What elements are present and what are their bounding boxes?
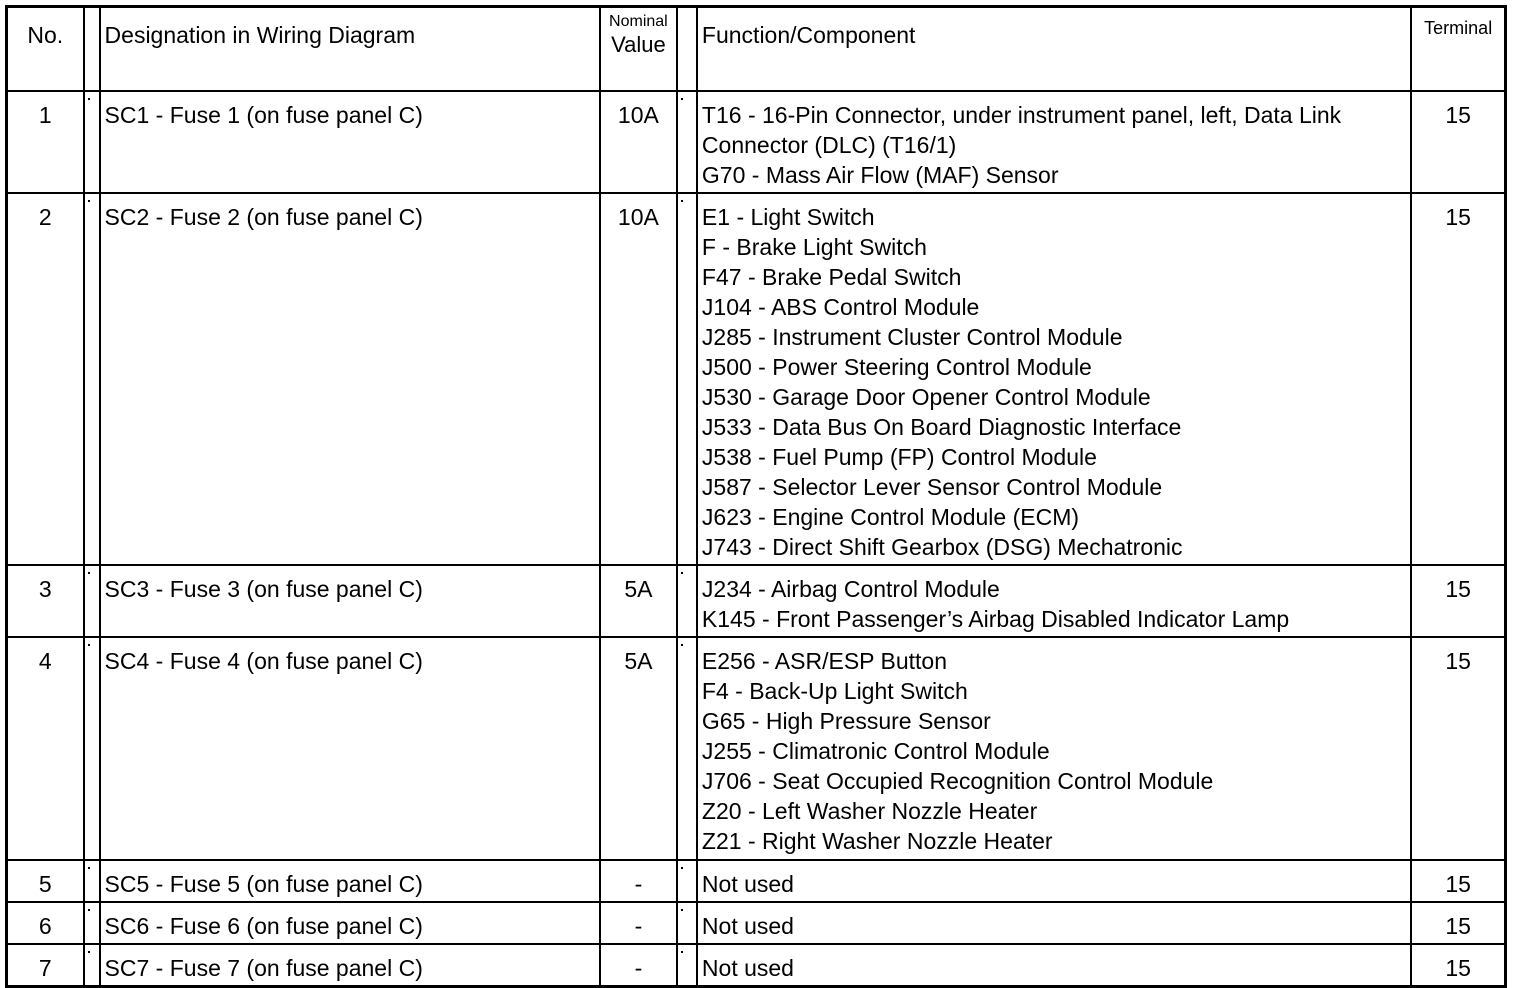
- fuse-designation: SC1 - Fuse 1 (on fuse panel C): [100, 91, 600, 193]
- row-number: 1: [7, 91, 84, 193]
- row-number: 6: [7, 902, 84, 944]
- spacer-cell: [677, 91, 697, 193]
- fuse-designation: SC3 - Fuse 3 (on fuse panel C): [100, 565, 600, 637]
- header-designation: Designation in Wiring Diagram: [100, 7, 600, 92]
- function-component-item: J743 - Direct Shift Gearbox (DSG) Mechatronic: [701, 534, 1183, 560]
- function-component-item: J538 - Fuel Pump (FP) Control Module: [701, 444, 1097, 470]
- function-component-item: G70 - Mass Air Flow (MAF) Sensor: [701, 162, 1059, 188]
- dot-mark: [88, 200, 90, 202]
- function-component-item: Not used: [701, 913, 794, 939]
- header-spacer: [84, 7, 100, 92]
- fuse-designation: SC2 - Fuse 2 (on fuse panel C): [100, 193, 600, 565]
- function-component-item: J500 - Power Steering Control Module: [701, 354, 1092, 380]
- nominal-value: -: [600, 944, 677, 986]
- header-row: [7, 7, 1506, 92]
- fuse-designation: SC6 - Fuse 6 (on fuse panel C): [100, 902, 600, 944]
- nominal-value: -: [600, 860, 677, 902]
- header-function: Function/Component: [697, 7, 1411, 92]
- terminal-value: 15: [1411, 91, 1505, 193]
- dot-mark: [681, 200, 683, 202]
- function-component-item: G65 - High Pressure Sensor: [701, 708, 991, 734]
- dot-mark: [88, 98, 90, 100]
- header-terminal: Terminal: [1411, 7, 1505, 92]
- row-number: 2: [7, 193, 84, 565]
- nominal-value: -: [600, 902, 677, 944]
- dot-mark: [681, 909, 683, 911]
- spacer-cell: [84, 860, 100, 902]
- function-component-item: J530 - Garage Door Opener Control Module: [701, 384, 1151, 410]
- function-component-item: F - Brake Light Switch: [701, 234, 927, 260]
- fuse-table: [5, 5, 1507, 988]
- function-component-cell: [697, 565, 1411, 637]
- function-component-cell: [697, 944, 1411, 986]
- row-number: 3: [7, 565, 84, 637]
- function-component-cell: [697, 860, 1411, 902]
- function-component-item: F47 - Brake Pedal Switch: [701, 264, 962, 290]
- dot-mark: [681, 98, 683, 100]
- nominal-value: 10A: [600, 91, 677, 193]
- function-component-cell: [697, 902, 1411, 944]
- function-component-item: J234 - Airbag Control Module: [701, 576, 1000, 602]
- nominal-value: 5A: [600, 637, 677, 860]
- row-number: 4: [7, 637, 84, 860]
- dot-mark: [681, 951, 683, 953]
- dot-mark: [681, 867, 683, 869]
- function-component-item: J533 - Data Bus On Board Diagnostic Interface: [701, 414, 1182, 440]
- function-component-item: J706 - Seat Occupied Recognition Control Module: [701, 768, 1214, 794]
- table-row: [7, 193, 1506, 565]
- spacer-cell: [84, 637, 100, 860]
- spacer-cell: [677, 860, 697, 902]
- function-component-cell: [697, 637, 1411, 860]
- table-row: [7, 902, 1506, 944]
- dot-mark: [88, 572, 90, 574]
- function-component-item: J623 - Engine Control Module (ECM): [701, 504, 1080, 530]
- table-row: [7, 637, 1506, 860]
- fuse-designation: SC4 - Fuse 4 (on fuse panel C): [100, 637, 600, 860]
- terminal-value: 15: [1411, 565, 1505, 637]
- header-nominal-value: [600, 7, 677, 92]
- terminal-value: 15: [1411, 860, 1505, 902]
- spacer-cell: [677, 902, 697, 944]
- function-component-item: E1 - Light Switch: [701, 204, 875, 230]
- terminal-value: 15: [1411, 902, 1505, 944]
- function-component-item: Not used: [701, 871, 794, 897]
- function-component-item: J285 - Instrument Cluster Control Module: [701, 324, 1123, 350]
- function-component-item: E256 - ASR/ESP Button: [701, 648, 947, 674]
- spacer-cell: [677, 193, 697, 565]
- nominal-value: 5A: [600, 565, 677, 637]
- function-component-item: J104 - ABS Control Module: [701, 294, 980, 320]
- spacer-cell: [84, 944, 100, 986]
- dot-mark: [88, 951, 90, 953]
- spacer-cell: [677, 944, 697, 986]
- function-component-item: K145 - Front Passenger’s Airbag Disabled Indicator Lamp: [701, 606, 1290, 632]
- function-component-cell: [697, 193, 1411, 565]
- dot-mark: [88, 909, 90, 911]
- terminal-value: 15: [1411, 193, 1505, 565]
- function-component-item: F4 - Back-Up Light Switch: [701, 678, 968, 704]
- spacer-cell: [84, 91, 100, 193]
- terminal-value: 15: [1411, 637, 1505, 860]
- function-component-item: Z20 - Left Washer Nozzle Heater: [701, 798, 1038, 824]
- function-component-item: J587 - Selector Lever Sensor Control Module: [701, 474, 1163, 500]
- nominal-value: 10A: [600, 193, 677, 565]
- spacer-cell: [84, 193, 100, 565]
- header-nominal-bottom: Value: [611, 32, 666, 57]
- table-row: [7, 91, 1506, 193]
- function-component-item: T16 - 16-Pin Connector, under instrument panel, left, Data Link Connector (DLC) (T16/1): [701, 102, 1342, 158]
- spacer-cell: [677, 565, 697, 637]
- fuse-designation: SC5 - Fuse 5 (on fuse panel C): [100, 860, 600, 902]
- spacer-cell: [84, 565, 100, 637]
- function-component-cell: [697, 91, 1411, 193]
- header-spacer: [677, 7, 697, 92]
- row-number: 5: [7, 860, 84, 902]
- spacer-cell: [84, 902, 100, 944]
- terminal-value: 15: [1411, 944, 1505, 986]
- function-component-item: Z21 - Right Washer Nozzle Heater: [701, 828, 1053, 854]
- table-row: [7, 565, 1506, 637]
- dot-mark: [681, 572, 683, 574]
- spacer-cell: [677, 637, 697, 860]
- function-component-item: J255 - Climatronic Control Module: [701, 738, 1050, 764]
- header-nominal-top: Nominal: [609, 13, 668, 30]
- table-body: [7, 91, 1506, 986]
- table-row: [7, 944, 1506, 986]
- dot-mark: [681, 644, 683, 646]
- fuse-designation: SC7 - Fuse 7 (on fuse panel C): [100, 944, 600, 986]
- dot-mark: [88, 867, 90, 869]
- function-component-item: Not used: [701, 955, 794, 981]
- dot-mark: [88, 644, 90, 646]
- table-row: [7, 860, 1506, 902]
- row-number: 7: [7, 944, 84, 986]
- header-no: No.: [7, 7, 84, 92]
